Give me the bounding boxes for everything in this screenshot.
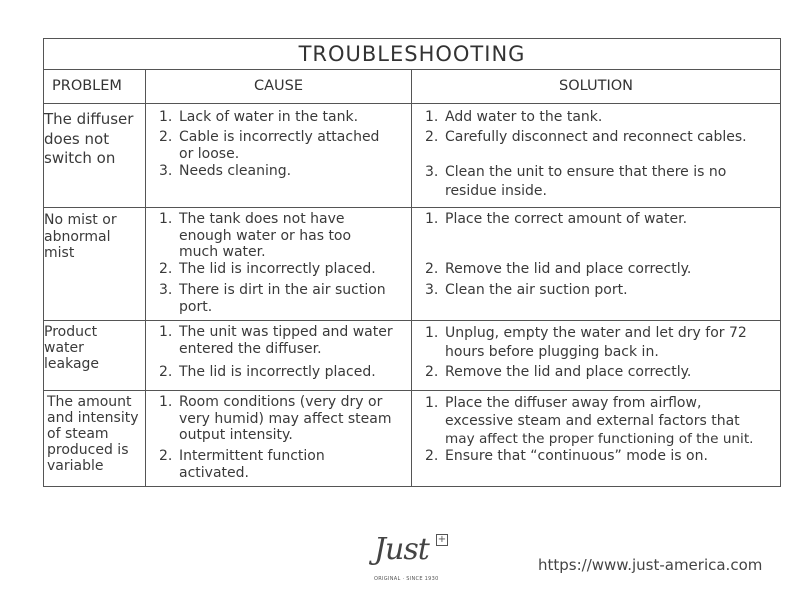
brand-wordmark: Just bbox=[374, 532, 429, 567]
header-cause: CAUSE bbox=[146, 70, 412, 104]
header-problem: PROBLEM bbox=[44, 70, 146, 104]
item-text: Place the diffuser away from airflow, bbox=[445, 395, 702, 411]
item-text: Unplug, empty the water and let dry for 72 bbox=[445, 325, 747, 341]
troubleshooting-table bbox=[43, 38, 781, 487]
item-text: Needs cleaning. bbox=[179, 163, 292, 179]
item-number: 1. bbox=[159, 109, 173, 125]
problem-line: abnormal bbox=[44, 228, 111, 245]
item-text: The lid is incorrectly placed. bbox=[179, 364, 376, 380]
solution-cell bbox=[412, 321, 781, 391]
item-number: 2. bbox=[425, 448, 439, 464]
problem-cell bbox=[44, 321, 146, 391]
item-text: port. bbox=[179, 298, 213, 315]
table-title: TROUBLESHOOTING bbox=[44, 39, 781, 70]
problem-line: Product bbox=[44, 324, 98, 340]
item-text: Ensure that “continuous” mode is on. bbox=[445, 448, 708, 464]
problem-cell bbox=[44, 391, 146, 487]
item-text: excessive steam and external factors that bbox=[445, 413, 740, 429]
problem-line: does not bbox=[44, 129, 110, 148]
problem-line: variable bbox=[47, 458, 104, 474]
problem-line: The amount bbox=[47, 394, 132, 410]
item-number: 1. bbox=[425, 325, 439, 341]
item-text: The tank does not have bbox=[179, 211, 345, 227]
item-number: 2. bbox=[159, 129, 173, 145]
brand-tagline: ORIGINAL · SINCE 1930 bbox=[374, 576, 439, 582]
item-number: 1. bbox=[425, 395, 439, 411]
problem-line: produced is bbox=[47, 442, 129, 458]
item-text: much water. bbox=[179, 244, 266, 260]
item-number: 1. bbox=[425, 211, 439, 227]
solution-cell bbox=[412, 391, 781, 487]
item-text: Place the correct amount of water. bbox=[445, 211, 688, 227]
table-row bbox=[44, 104, 781, 208]
item-number: 1. bbox=[159, 394, 173, 410]
item-text: Lack of water in the tank. bbox=[179, 109, 359, 125]
item-number: 2. bbox=[425, 364, 439, 380]
problem-line: The diffuser bbox=[44, 110, 134, 128]
table-row bbox=[44, 208, 781, 321]
item-text: Add water to the tank. bbox=[445, 109, 603, 125]
solution-cell bbox=[412, 104, 781, 208]
item-number: 2. bbox=[159, 364, 173, 380]
header-solution: SOLUTION bbox=[412, 70, 781, 104]
item-text: output intensity. bbox=[179, 427, 293, 443]
item-text: activated. bbox=[179, 464, 249, 481]
cause-cell bbox=[146, 104, 412, 208]
website-url: https://www.just-america.com bbox=[538, 556, 763, 574]
item-text: enough water or has too bbox=[179, 227, 352, 244]
item-text: or loose. bbox=[179, 145, 240, 162]
table-row bbox=[44, 391, 781, 487]
item-text: may affect the proper functioning of the unit. bbox=[445, 431, 754, 447]
problem-line: mist bbox=[44, 245, 75, 261]
item-text: Clean the unit to ensure that there is no bbox=[445, 164, 727, 180]
item-text: Cable is incorrectly attached bbox=[179, 129, 380, 145]
problem-line: and intensity bbox=[47, 410, 139, 426]
item-number: 2. bbox=[159, 448, 173, 464]
problem-line: switch on bbox=[44, 149, 116, 167]
item-text: Carefully disconnect and reconnect cables. bbox=[445, 129, 747, 145]
item-text: Intermittent function bbox=[179, 448, 325, 464]
problem-line: of steam bbox=[47, 426, 109, 442]
item-text: The lid is incorrectly placed. bbox=[179, 261, 376, 277]
item-number: 1. bbox=[159, 324, 173, 340]
cause-cell bbox=[146, 208, 412, 321]
item-number: 1. bbox=[159, 211, 173, 227]
item-text: entered the diffuser. bbox=[179, 340, 322, 357]
item-number: 2. bbox=[159, 261, 173, 277]
problem-cell bbox=[44, 104, 146, 208]
item-number: 3. bbox=[425, 164, 439, 180]
item-text: The unit was tipped and water bbox=[179, 324, 393, 340]
problem-line: leakage bbox=[44, 356, 100, 372]
cause-cell bbox=[146, 321, 412, 391]
item-text: Room conditions (very dry or bbox=[179, 394, 383, 410]
item-text: residue inside. bbox=[445, 182, 547, 199]
item-text: very humid) may affect steam bbox=[179, 410, 392, 427]
cause-cell bbox=[146, 391, 412, 487]
item-text: There is dirt in the air suction bbox=[179, 282, 386, 298]
item-number: 2. bbox=[425, 129, 439, 145]
item-text: Remove the lid and place correctly. bbox=[445, 261, 692, 277]
item-number: 3. bbox=[159, 163, 173, 179]
brand-logo bbox=[370, 528, 460, 588]
problem-line: water bbox=[44, 340, 84, 356]
item-text: hours before plugging back in. bbox=[445, 344, 659, 360]
item-number: 1. bbox=[425, 109, 439, 125]
item-text: Remove the lid and place correctly. bbox=[445, 364, 692, 380]
item-number: 3. bbox=[425, 282, 439, 298]
solution-cell bbox=[412, 208, 781, 321]
problem-line: No mist or bbox=[44, 212, 117, 228]
item-number: 2. bbox=[425, 261, 439, 277]
problem-cell bbox=[44, 208, 146, 321]
item-text: Clean the air suction port. bbox=[445, 282, 628, 298]
table-row bbox=[44, 321, 781, 391]
swiss-cross-icon: + bbox=[437, 534, 447, 545]
item-number: 3. bbox=[159, 282, 173, 298]
